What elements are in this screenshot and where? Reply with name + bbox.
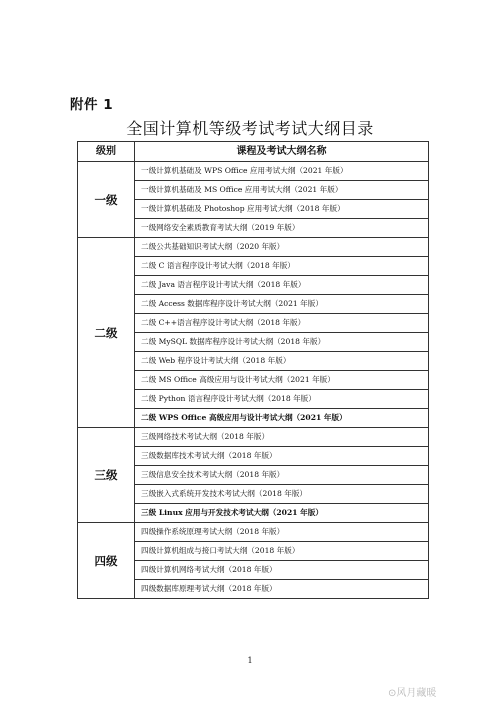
header-course: 课程及考试大纲名称 [135,142,429,162]
course-cell: 四级计算机网络考试大纲（2018 年版） [135,561,429,580]
table-row [78,523,429,542]
table-row [78,238,429,257]
header-level: 级别 [78,142,135,162]
course-cell: 一级计算机基础及 Photoshop 应用考试大纲（2018 年版） [135,200,429,219]
course-cell: 一级计算机基础及 WPS Office 应用考试大纲（2021 年版） [135,162,429,181]
course-cell: 四级数据库原理考试大纲（2018 年版） [135,580,429,599]
course-cell: 三级嵌入式系统开发技术考试大纲（2018 年版） [135,485,429,504]
document-title: 全国计算机等级考试考试大纲目录 [126,119,374,138]
level-cell: 二级 [78,238,135,428]
course-cell: 一级计算机基础及 MS Office 应用考试大纲（2021 年版） [135,181,429,200]
course-cell: 二级 WPS Office 高级应用与设计考试大纲（2021 年版） [135,409,429,428]
course-cell: 二级 Java 语言程序设计考试大纲（2018 年版） [135,276,429,295]
course-cell: 三级数据库技术考试大纲（2018 年版） [135,447,429,466]
course-cell: 三级网络技术考试大纲（2018 年版） [135,428,429,447]
course-cell: 二级 Access 数据库程序设计考试大纲（2021 年版） [135,295,429,314]
course-cell: 二级 C 语言程序设计考试大纲（2018 年版） [135,257,429,276]
table-body [78,162,429,599]
course-cell: 四级操作系统原理考试大纲（2018 年版） [135,523,429,542]
course-cell: 二级 Web 程序设计考试大纲（2018 年版） [135,352,429,371]
watermark: ⊙风月藏暖 [388,688,437,699]
level-cell: 三级 [78,428,135,523]
course-cell: 二级 MS Office 高级应用与设计考试大纲（2021 年版） [135,371,429,390]
course-cell: 一级网络安全素质教育考试大纲（2019 年版） [135,219,429,238]
course-cell: 二级 C++语言程序设计考试大纲（2018 年版） [135,314,429,333]
page-number: 1 [247,656,253,665]
exam-outline-table [77,141,429,599]
course-cell: 二级公共基础知识考试大纲（2020 年版） [135,238,429,257]
table-row [78,162,429,181]
course-cell: 四级计算机组成与接口考试大纲（2018 年版） [135,542,429,561]
course-cell: 二级 Python 语言程序设计考试大纲（2018 年版） [135,390,429,409]
attachment-label: 附件 1 [70,97,114,113]
level-cell: 一级 [78,162,135,238]
course-cell: 三级信息安全技术考试大纲（2018 年版） [135,466,429,485]
course-cell: 三级 Linux 应用与开发技术考试大纲（2021 年版） [135,504,429,523]
table-row [78,428,429,447]
table-header-row [78,142,429,162]
course-cell: 二级 MySQL 数据库程序设计考试大纲（2018 年版） [135,333,429,352]
level-cell: 四级 [78,523,135,599]
